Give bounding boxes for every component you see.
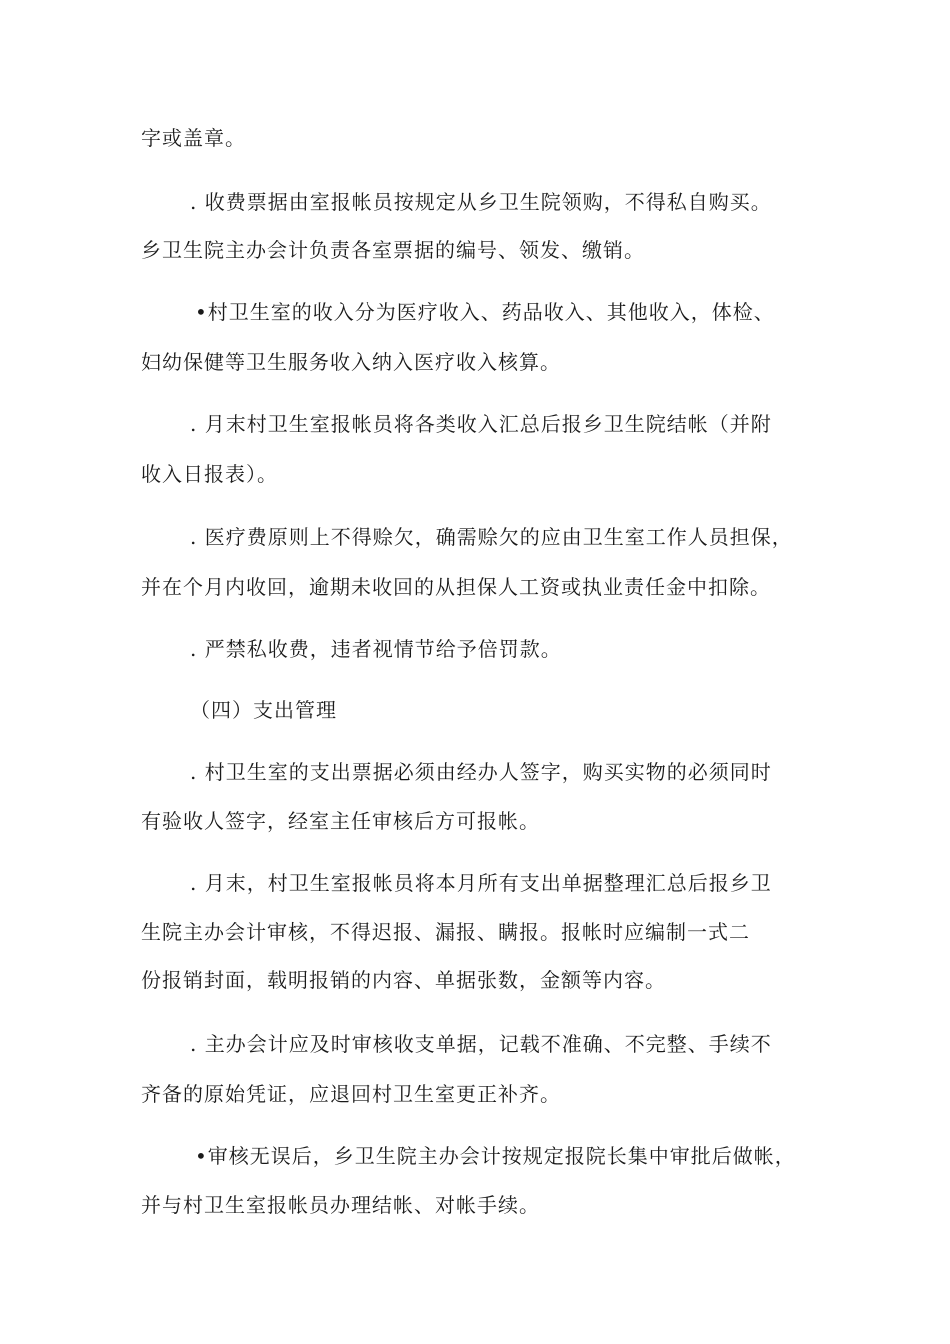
text-line: 并与村卫生室报帐员办理结帐、对帐手续。 — [141, 1193, 540, 1217]
text-line: 乡卫生院主办会计负责各室票据的编号、领发、缴销。 — [141, 238, 645, 262]
text-line: . 主办会计应及时审核收支单据，记载不准确、不完整、手续不 — [190, 1032, 772, 1056]
text-line: 生院主办会计审核，不得迟报、漏报、瞒报。报帐时应编制一式二 — [141, 920, 750, 944]
text-line: 齐备的原始凭证，应退回村卫生室更正补齐。 — [141, 1082, 561, 1106]
section-heading: （四）支出管理 — [190, 698, 337, 722]
text-line: 收入日报表）。 — [141, 462, 278, 486]
text-line: 字或盖章。 — [141, 126, 246, 150]
text-line: 并在个月内收回，逾期未收回的从担保人工资或执业责任金中扣除。 — [141, 575, 771, 599]
text-line: 份报销封面，载明报销的内容、单据张数，金额等内容。 — [141, 968, 666, 992]
text-line: . 月末村卫生室报帐员将各类收入汇总后报乡卫生院结帐（并附 — [190, 412, 772, 436]
text-line: . 月末，村卫生室报帐员将本月所有支出单据整理汇总后报乡卫 — [190, 871, 772, 895]
text-line: •村卫生室的收入分为医疗收入、药品收入、其他收入，体检、 — [195, 300, 775, 324]
text-line: 有验收人签字，经室主任审核后方可报帐。 — [141, 809, 540, 833]
text-line: •审核无误后，乡卫生院主办会计按规定报院长集中审批后做帐， — [195, 1144, 796, 1168]
text-line: . 村卫生室的支出票据必须由经办人签字，购买实物的必须同时 — [190, 760, 772, 784]
text-line: . 收费票据由室报帐员按规定从乡卫生院领购，不得私自购买。 — [190, 190, 772, 214]
text-line: . 严禁私收费，违者视情节给予倍罚款。 — [190, 637, 562, 661]
text-line: . 医疗费原则上不得赊欠，确需赊欠的应由卫生室工作人员担保， — [190, 525, 793, 549]
text-line: 妇幼保健等卫生服务收入纳入医疗收入核算。 — [141, 350, 561, 374]
